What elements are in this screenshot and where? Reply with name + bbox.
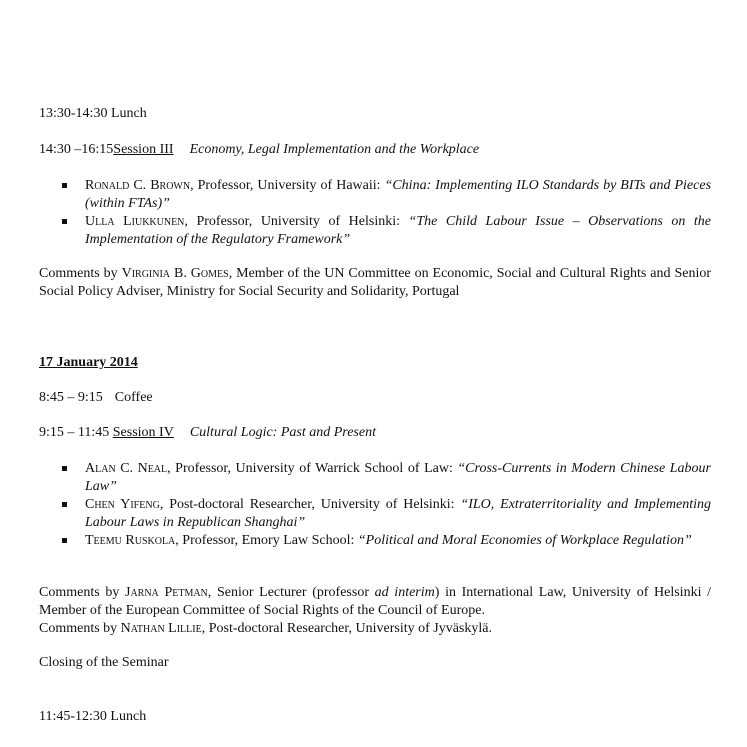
speaker-affiliation: , Professor, University of Warrick School of Law:: [167, 461, 458, 476]
bullet-square-icon: [62, 219, 67, 224]
commenter-details: , Member of the UN Committee on Economic, Social and Cultural Rights and Senior Social Policy Adviser, Ministry for Social Security and Solidarity, Portugal: [39, 266, 711, 299]
commenter-details: , Post-doctoral Researcher, University of Jyväskylä.: [201, 621, 492, 636]
session-3-theme: Economy, Legal Implementation and the Workplace: [189, 142, 480, 157]
speaker-name: Teemu Ruskola: [85, 533, 176, 548]
talk-item: [62, 460, 711, 496]
talk-title: “Cross-Currents in Modern Chinese Labour Law”: [85, 461, 711, 494]
commenter-details-cont: ) in International Law, University of Helsinki / Member of the European Committee of Social Rights of the Council of Europe.: [39, 585, 712, 618]
comments-prefix: Comments by: [39, 585, 125, 600]
session-3-header: [39, 141, 479, 159]
talk-title: “China: Implementing ILO Standards by BITs and Pieces (within FTAs)”: [85, 178, 712, 211]
speaker-affiliation: , Professor, Emory Law School:: [175, 533, 358, 548]
talk-item: [62, 532, 711, 550]
talk-title: “Political and Moral Economies of Workplace Regulation”: [357, 533, 692, 548]
talk-item: [62, 496, 711, 532]
session-4-time: 9:15 – 11:45: [39, 425, 110, 440]
lunch-time: 11:45-12:30: [39, 709, 107, 724]
closing-line: Closing of the Seminar: [39, 655, 169, 670]
speaker-name: Ulla Liukkunen: [85, 214, 185, 229]
talk-title: “ILO, Extraterritoriality and Implementing Labour Laws in Republican Shanghai”: [85, 497, 711, 530]
comment-entry: [39, 620, 711, 638]
talk-title: “The Child Labour Issue – Observations on the Implementation of the Regulatory Framework”: [85, 214, 712, 247]
coffee-time: 8:45 – 9:15: [39, 390, 103, 405]
commenter-name: Nathan Lillie: [120, 621, 202, 636]
commenter-details-italic: ad interim: [374, 585, 435, 600]
comment-entry: [39, 584, 711, 620]
lunch-label: Lunch: [110, 709, 147, 724]
session-4-comments: [39, 584, 711, 638]
comments-prefix: Comments by: [39, 621, 121, 636]
day-2-date: 17 January 2014: [39, 355, 138, 370]
speaker-name: Ronald C. Brown: [85, 178, 191, 193]
lunch-row-day1: [39, 105, 147, 123]
lunch-label: Lunch: [110, 106, 147, 121]
speaker-affiliation: , Post-doctoral Researcher, University of Helsinki:: [159, 497, 461, 512]
comments-prefix: Comments by: [39, 266, 122, 281]
session-4-theme: Cultural Logic: Past and Present: [189, 425, 376, 440]
coffee-row: [39, 389, 153, 407]
talk-item: [62, 213, 711, 249]
bullet-square-icon: [62, 466, 67, 471]
session-3-label: Session III: [113, 142, 174, 157]
coffee-label: Coffee: [114, 390, 153, 405]
commenter-name: Jarna Petman: [125, 585, 208, 600]
speaker-affiliation: , Professor, University of Hawaii:: [190, 178, 385, 193]
session-4-header: [39, 424, 376, 442]
commenter-details: , Senior Lecturer (professor: [207, 585, 375, 600]
lunch-time: 13:30-14:30: [39, 106, 108, 121]
session-3-comments: [39, 265, 711, 301]
session-3-talk-list: [62, 177, 711, 249]
bullet-square-icon: [62, 183, 67, 188]
talk-item: [62, 177, 711, 213]
commenter-name: Virginia B. Gomes: [121, 266, 229, 281]
bullet-square-icon: [62, 538, 67, 543]
speaker-name: Chen Yifeng: [85, 497, 160, 512]
session-4-label: Session IV: [112, 425, 174, 440]
speaker-affiliation: , Professor, University of Helsinki:: [184, 214, 409, 229]
session-3-time: 14:30 –16:15: [39, 142, 114, 157]
lunch-row-day2: [39, 708, 146, 726]
bullet-square-icon: [62, 502, 67, 507]
speaker-name: Alan C. Neal: [85, 461, 168, 476]
session-4-talk-list: [62, 460, 711, 550]
